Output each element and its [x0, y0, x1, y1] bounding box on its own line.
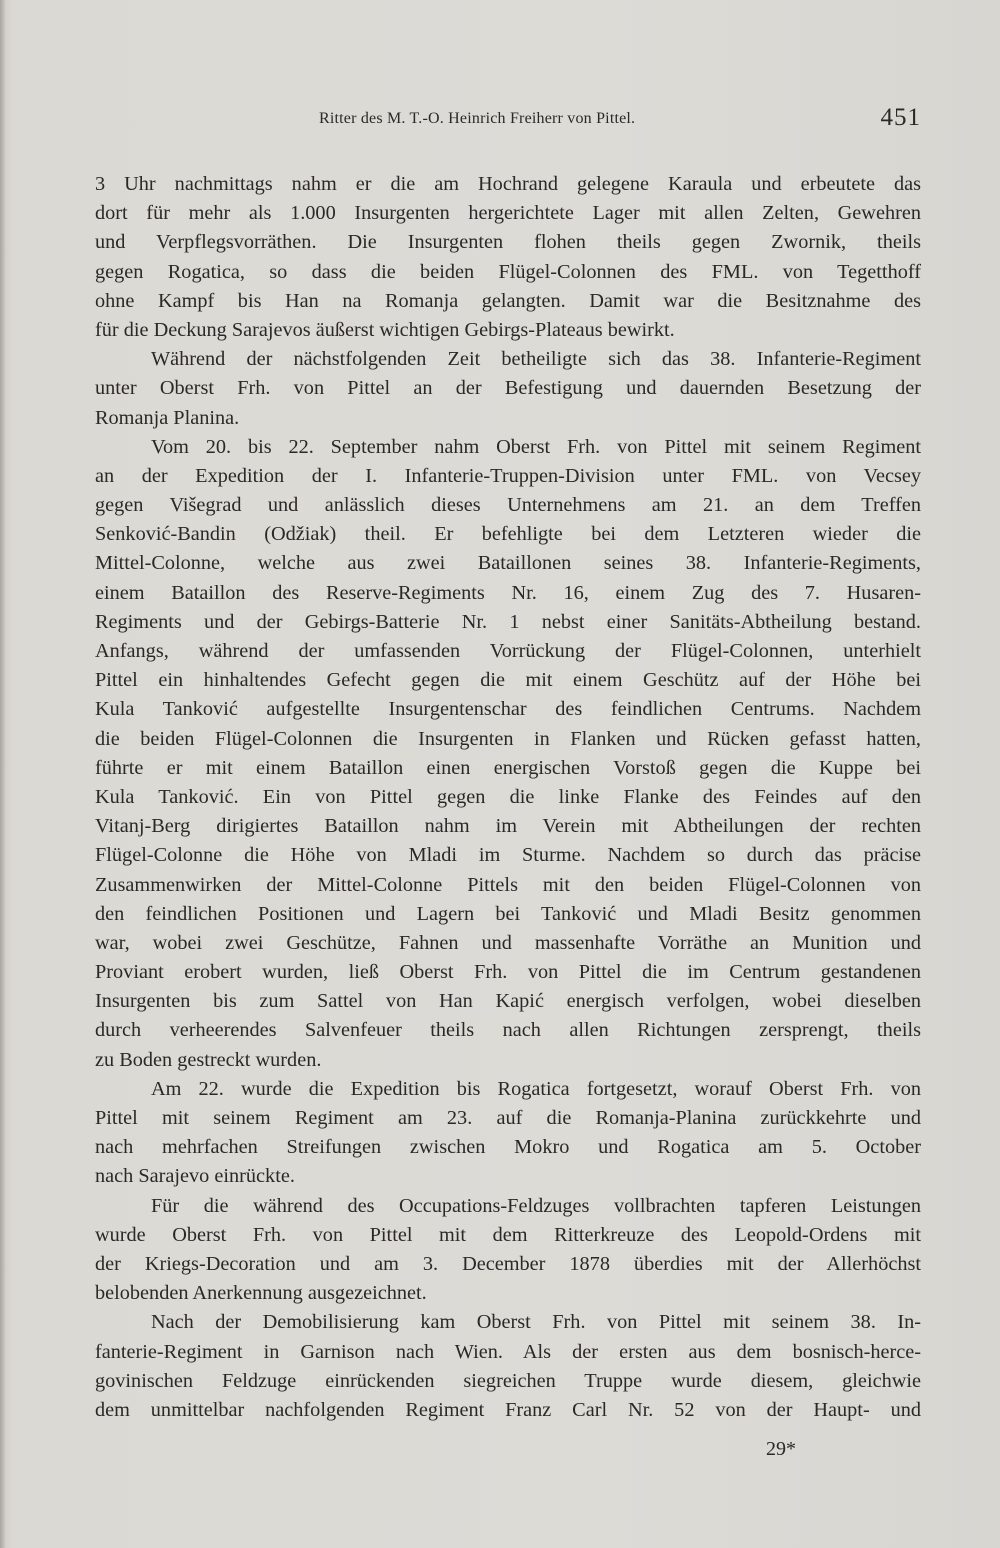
- text-line: durch verheerendes Salvenfeuer theils nach allen Richtungen zersprengt, theils: [95, 1019, 921, 1042]
- page-number: 451: [880, 104, 921, 131]
- page-edge-shadow: [0, 0, 6, 1548]
- text-line: Für die während des Occupations-Feldzuges vollbrachten tapferen Leistungen: [151, 1194, 921, 1217]
- text-line: der Kriegs-Decoration und am 3. December 1878 überdies mit der Allerhöchst: [95, 1252, 921, 1275]
- text-line: war, wobei zwei Geschütze, Fahnen und massenhafte Vorräthe an Munition und: [95, 931, 921, 954]
- text-line: fanterie-Regiment in Garnison nach Wien. Als der ersten aus dem bosnisch-herce-: [95, 1340, 921, 1363]
- text-line: führte er mit einem Bataillon einen energischen Vorstoß gegen die Kuppe bei: [95, 756, 921, 779]
- text-line: zu Boden gestreckt wurden.: [95, 1048, 322, 1071]
- signature-mark: 29*: [766, 1438, 796, 1460]
- text-line: Regiments und der Gebirgs-Batterie Nr. 1 nebst einer Sanitäts-Abtheilung bestand.: [95, 610, 921, 633]
- text-line: nach Sarajevo einrückte.: [95, 1165, 295, 1188]
- page-header: [95, 106, 921, 138]
- text-line: einem Bataillon des Reserve-Regiments Nr. 16, einem Zug des 7. Husaren-: [95, 581, 921, 604]
- text-line: Senković-Bandin (Odžiak) theil. Er befehligte bei dem Letzteren wieder die: [95, 523, 921, 546]
- text-line: Anfangs, während der umfassenden Vorrückung der Flügel-Colonnen, unterhielt: [95, 640, 921, 662]
- text-line: nach mehrfachen Streifungen zwischen Mokro und Rogatica am 5. October: [95, 1136, 921, 1159]
- text-line: Proviant erobert wurden, ließ Oberst Frh. von Pittel die im Centrum gestandenen: [95, 961, 921, 984]
- text-line: Vom 20. bis 22. September nahm Oberst Frh. von Pittel mit seinem Regiment: [151, 435, 921, 458]
- text-line: govinischen Feldzuge einrückenden siegreichen Truppe wurde diesem, gleichwie: [95, 1369, 921, 1392]
- text-line: Romanja Planina.: [95, 406, 240, 429]
- text-line: Insurgenten bis zum Sattel von Han Kapić energisch verfolgen, wobei dieselben: [95, 990, 921, 1013]
- text-line: Zusammenwirken der Mittel-Colonne Pittels mit den beiden Flügel-Colonnen von: [95, 873, 921, 896]
- text-line: dort für mehr als 1.000 Insurgenten hergerichtete Lager mit allen Zelten, Gewehren: [95, 202, 921, 225]
- text-line: Kula Tanković. Ein von Pittel gegen die linke Flanke des Feindes auf den: [95, 785, 921, 808]
- text-line: Vitanj-Berg dirigiertes Bataillon nahm im Verein mit Abtheilungen der rechten: [95, 815, 921, 838]
- text-line: den feindlichen Positionen und Lagern bei Tanković und Mladi Besitz genommen: [95, 902, 921, 925]
- text-line: 3 Uhr nachmittags nahm er die am Hochrand gelegene Karaula und erbeutete das: [95, 173, 921, 195]
- text-line: Am 22. wurde die Expedition bis Rogatica fortgesetzt, worauf Oberst Frh. von: [151, 1077, 921, 1100]
- text-line: unter Oberst Frh. von Pittel an der Befestigung und dauernden Besetzung der: [95, 377, 921, 400]
- text-line: Mittel-Colonne, welche aus zwei Bataillonen seines 38. Infanterie-Regiments,: [95, 552, 921, 575]
- text-line: gegen Rogatica, so dass die beiden Flügel-Colonnen des FML. von Tegetthoff: [95, 260, 921, 283]
- text-line: dem unmittelbar nachfolgenden Regiment Franz Carl Nr. 52 von der Haupt- und: [95, 1398, 921, 1421]
- body-text: [95, 170, 921, 1425]
- text-line: Pittel ein hinhaltendes Gefecht gegen die mit einem Geschütz auf der Höhe bei: [95, 669, 921, 692]
- text-line: ohne Kampf bis Han na Romanja gelangten. Damit war die Besitznahme des: [95, 289, 921, 312]
- text-line: die beiden Flügel-Colonnen die Insurgenten in Flanken und Rücken gefasst hatten,: [95, 727, 921, 750]
- text-line: Nach der Demobilisierung kam Oberst Frh. von Pittel mit seinem 38. In-: [151, 1311, 921, 1334]
- text-line: Flügel-Colonne die Höhe von Mladi im Sturme. Nachdem so durch das präcise: [95, 844, 921, 867]
- text-line: belobenden Anerkennung ausgezeichnet.: [95, 1282, 427, 1305]
- text-line: wurde Oberst Frh. von Pittel mit dem Ritterkreuze des Leopold-Ordens mit: [95, 1223, 921, 1246]
- text-line: Während der nächstfolgenden Zeit betheiligte sich das 38. Infanterie-Regiment: [151, 348, 921, 371]
- running-title: Ritter des M. T.-O. Heinrich Freiherr von Pittel.: [319, 110, 636, 127]
- text-line: an der Expedition der I. Infanterie-Truppen-Division unter FML. von Vecsey: [95, 464, 921, 487]
- text-line: Pittel mit seinem Regiment am 23. auf die Romanja-Planina zurückkehrte und: [95, 1107, 921, 1129]
- text-line: für die Deckung Sarajevos äußerst wichtigen Gebirgs-Plateaus bewirkt.: [95, 318, 675, 341]
- text-line: Kula Tanković aufgestellte Insurgentenschar des feindlichen Centrums. Nachdem: [95, 698, 921, 721]
- text-line: gegen Višegrad und anlässlich dieses Unternehmens am 21. an dem Treffen: [95, 494, 921, 517]
- text-line: und Verpflegsvorräthen. Die Insurgenten flohen theils gegen Zwornik, theils: [95, 231, 921, 254]
